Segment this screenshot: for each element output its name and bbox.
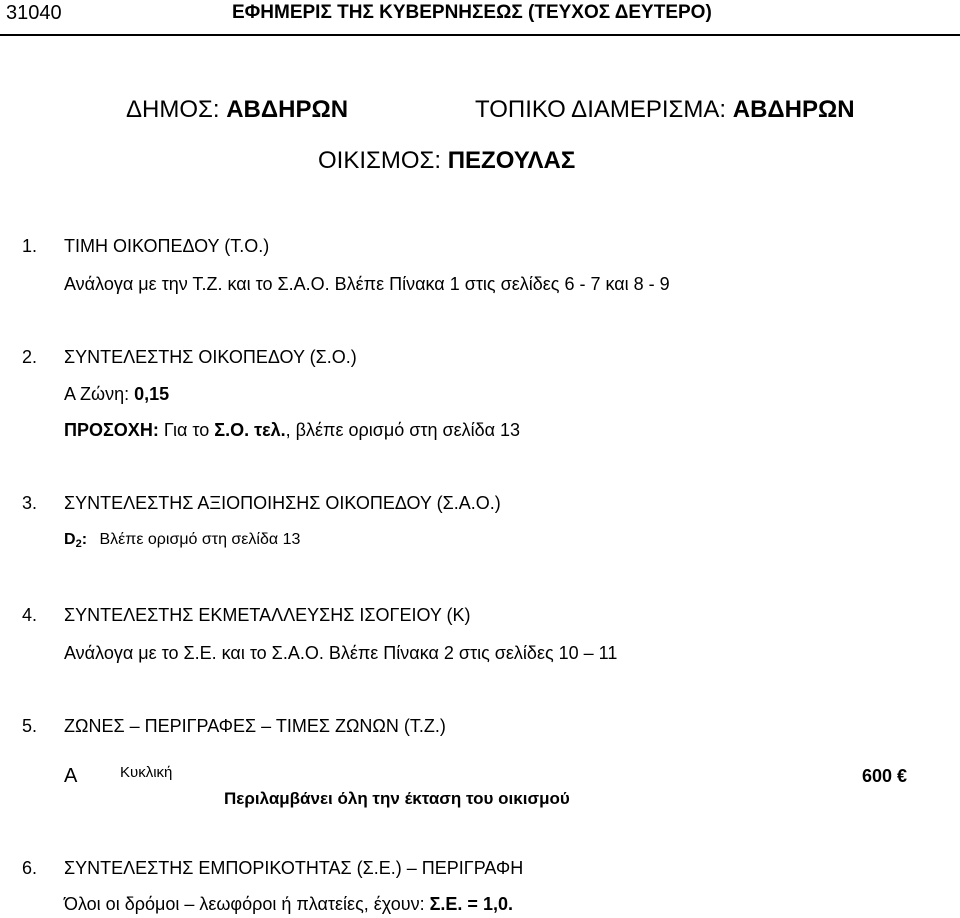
d-subscript: 2: [75, 538, 82, 550]
section-2-note: [64, 420, 520, 441]
section-5-title: ΖΩΝΕΣ – ΠΕΡΙΓΡΑΦΕΣ – ΤΙΜΕΣ ΖΩΝΩΝ (Τ.Ζ.): [64, 716, 446, 736]
gazette-title: ΕΦΗΜΕΡΙΣ ΤΗΣ ΚΥΒΕΡΝΗΣΕΩΣ (ΤΕΥΧΟΣ ΔΕΥΤΕΡΟ): [232, 2, 712, 23]
section-1-title: ΤΙΜΗ ΟΙΚΟΠΕΔΟΥ (Τ.Ο.): [64, 236, 270, 256]
section-6-text: [64, 894, 513, 915]
section-3-heading: [22, 493, 501, 514]
dimos-label: ΔΗΜΟΣ:: [126, 96, 220, 123]
section-6-title: ΣΥΝΤΕΛΕΣΤΗΣ ΕΜΠΟΡΙΚΟΤΗΤΑΣ (Σ.Ε.) – ΠΕΡΙΓΡΑΦΗ: [64, 858, 524, 878]
dimos-line: [126, 96, 348, 124]
d-label: D: [64, 531, 76, 548]
page-number: 31040: [6, 2, 62, 24]
note-bold: Σ.Ο. τελ.: [214, 420, 286, 440]
zone-price: 600 €: [862, 766, 908, 786]
section-1-text: Ανάλογα με την Τ.Ζ. και το Σ.Α.Ο. Βλέπε Πίνακα 1 στις σελίδες 6 - 7 και 8 - 9: [64, 274, 670, 294]
section-6-number: 6.: [22, 858, 38, 878]
zone-type: Κυκλική: [120, 764, 173, 781]
oikismos-label: ΟΙΚΙΣΜΟΣ:: [318, 147, 442, 174]
oikismos-line: [318, 147, 575, 175]
d-colon: :: [81, 531, 88, 548]
zone-description: Περιλαμβάνει όλη την έκταση του οικισμού: [224, 789, 570, 808]
section-1-number: 1.: [22, 236, 38, 256]
section-1-heading: [22, 236, 269, 257]
section-2-number: 2.: [22, 347, 38, 367]
zone-value: 0,15: [134, 384, 170, 404]
section-4-number: 4.: [22, 605, 38, 625]
section-6-heading: [22, 858, 523, 879]
section-5-number: 5.: [22, 716, 38, 736]
section-2-title: ΣΥΝΤΕΛΕΣΤΗΣ ΟΙΚΟΠΕΔΟΥ (Σ.Ο.): [64, 347, 357, 367]
note-label: ΠΡΟΣΟΧΗ:: [64, 420, 159, 440]
zone-letter: Α: [64, 765, 78, 787]
oikismos-value: ΠΕΖΟΥΛΑΣ: [447, 147, 576, 174]
section-4-text: Ανάλογα με το Σ.Ε. και το Σ.Α.Ο. Βλέπε Πίνακα 2 στις σελίδες 10 – 11: [64, 643, 618, 663]
page-header: [0, 0, 960, 36]
d-text: Βλέπε ορισμό στη σελίδα 13: [99, 531, 301, 548]
topiko-label: ΤΟΠΙΚΟ ΔΙΑΜΕΡΙΣΜΑ:: [475, 96, 727, 123]
section-3-d2: [64, 531, 300, 550]
section-2-zone: [64, 384, 169, 405]
section-4-title: ΣΥΝΤΕΛΕΣΤΗΣ ΕΚΜΕΤΑΛΛΕΥΣΗΣ ΙΣΟΓΕΙΟΥ (Κ): [64, 605, 471, 625]
topiko-line: [475, 96, 855, 124]
topiko-value: ΑΒΔΗΡΩΝ: [732, 96, 855, 123]
section-4-heading: [22, 605, 471, 626]
section-3-title: ΣΥΝΤΕΛΕΣΤΗΣ ΑΞΙΟΠΟΙΗΣΗΣ ΟΙΚΟΠΕΔΟΥ (Σ.Α.Ο.): [64, 493, 501, 513]
dimos-value: ΑΒΔΗΡΩΝ: [226, 96, 349, 123]
section-3-number: 3.: [22, 493, 38, 513]
s6-value: Σ.Ε. = 1,0.: [429, 894, 513, 914]
section-2-heading: [22, 347, 357, 368]
s6-text: Όλοι οι δρόμοι – λεωφόροι ή πλατείες, έχουν:: [64, 894, 425, 914]
section-5-heading: [22, 716, 446, 737]
note-text-1: Για το: [163, 420, 210, 440]
note-text-2: , βλέπε ορισμό στη σελίδα 13: [285, 420, 521, 440]
zone-label: Α Ζώνη:: [64, 384, 130, 404]
